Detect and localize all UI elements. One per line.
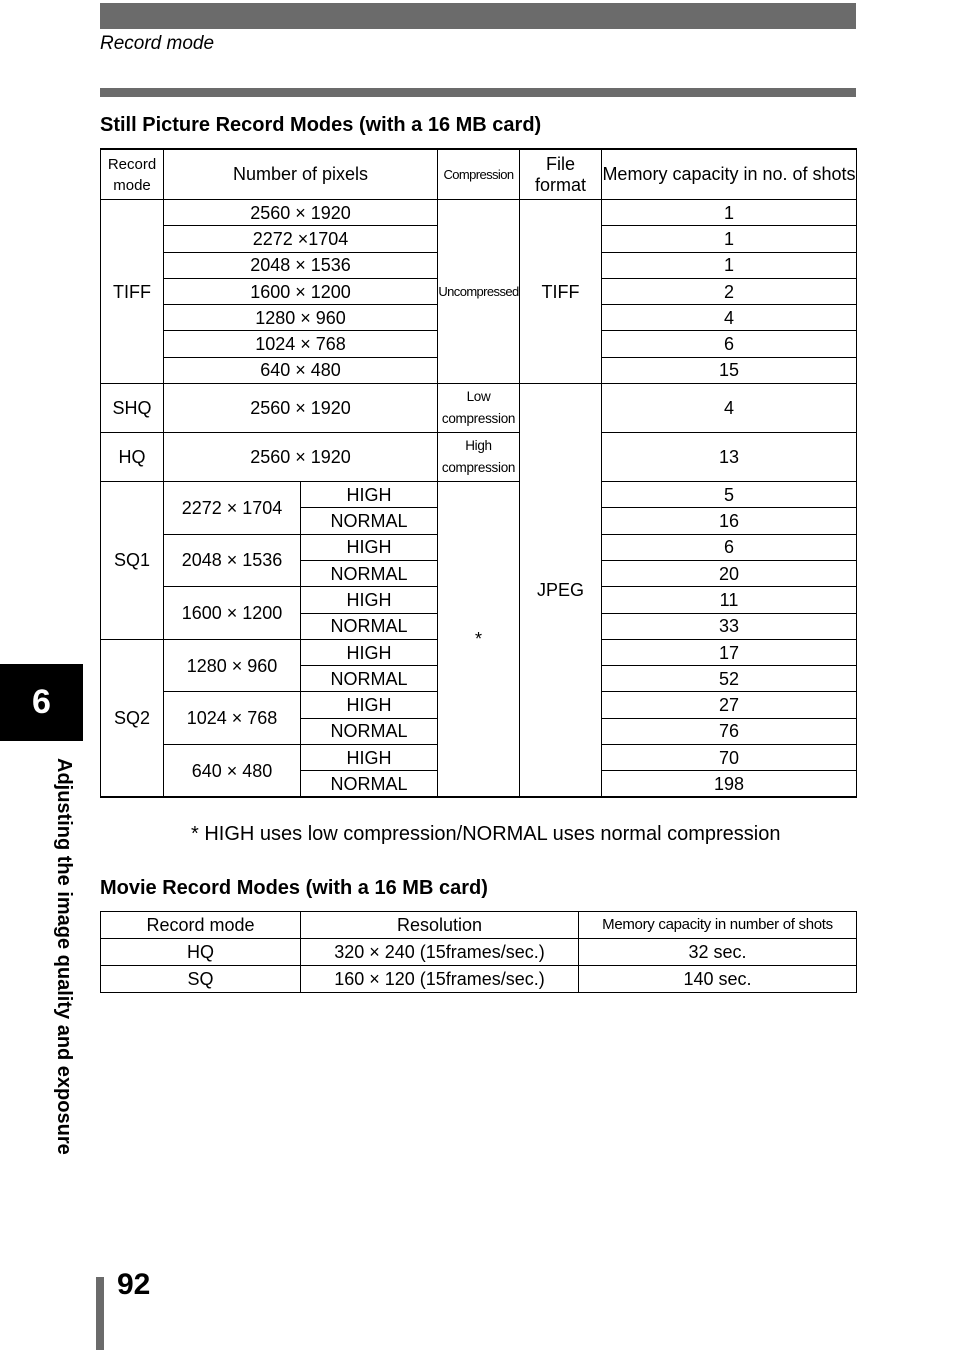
shots-cell: 52 xyxy=(602,666,857,692)
pixels-cell: 2560 × 1920 xyxy=(164,384,438,433)
section-label: Record mode xyxy=(100,33,215,54)
mode-sq1: SQ1 xyxy=(101,482,164,640)
header-resolution: Resolution xyxy=(301,912,579,939)
capacity-cell: 32 sec. xyxy=(579,939,857,966)
quality-cell: HIGH xyxy=(301,745,438,771)
page-number: 92 xyxy=(117,1268,151,1301)
page-number-bar xyxy=(96,1277,104,1350)
shots-cell: 5 xyxy=(602,482,857,508)
shots-cell: 198 xyxy=(602,771,857,797)
still-modes-table xyxy=(100,148,857,798)
pixels-cell: 2560 × 1920 xyxy=(164,200,438,226)
header-bar xyxy=(100,3,856,29)
compression-uncompressed: Uncompressed xyxy=(438,200,520,384)
pixels-cell: 1600 × 1200 xyxy=(164,587,301,640)
shots-cell: 27 xyxy=(602,692,857,718)
format-tiff: TIFF xyxy=(520,200,602,384)
mode-cell: SQ xyxy=(101,966,301,993)
header-record-mode: Record mode xyxy=(101,912,301,939)
table-row xyxy=(101,433,857,482)
quality-cell: NORMAL xyxy=(301,718,438,744)
quality-cell: NORMAL xyxy=(301,508,438,534)
chapter-tab: 6 xyxy=(0,664,83,741)
header-rule xyxy=(100,88,856,97)
pixels-cell: 2048 × 1536 xyxy=(164,252,438,278)
header-memory: Memory capacity in no. of shots xyxy=(602,149,857,200)
pixels-cell: 1280 × 960 xyxy=(164,305,438,331)
shots-cell: 33 xyxy=(602,613,857,639)
shots-cell: 2 xyxy=(602,278,857,304)
compression-high: High compression xyxy=(438,433,520,482)
format-jpeg: JPEG xyxy=(520,384,602,798)
mode-cell: HQ xyxy=(101,939,301,966)
mode-shq: SHQ xyxy=(101,384,164,433)
pixels-cell: 640 × 480 xyxy=(164,745,301,798)
table-row xyxy=(101,966,857,993)
shots-cell: 4 xyxy=(602,384,857,433)
shots-cell: 1 xyxy=(602,252,857,278)
header-record-mode: Record mode xyxy=(101,149,164,200)
pixels-cell: 1024 × 768 xyxy=(164,692,301,745)
table-row xyxy=(101,482,857,508)
still-modes-title: Still Picture Record Modes (with a 16 MB card) xyxy=(100,114,542,136)
mode-hq: HQ xyxy=(101,433,164,482)
quality-cell: NORMAL xyxy=(301,560,438,586)
header-memory: Memory capacity in number of shots xyxy=(579,912,857,939)
quality-cell: HIGH xyxy=(301,482,438,508)
table-row xyxy=(101,200,857,226)
shots-cell: 6 xyxy=(602,331,857,357)
pixels-cell: 2272 ×1704 xyxy=(164,226,438,252)
pixels-cell: 2560 × 1920 xyxy=(164,433,438,482)
shots-cell: 11 xyxy=(602,587,857,613)
quality-cell: HIGH xyxy=(301,639,438,665)
shots-cell: 1 xyxy=(602,226,857,252)
shots-cell: 70 xyxy=(602,745,857,771)
quality-cell: HIGH xyxy=(301,692,438,718)
header-file-format: File format xyxy=(520,149,602,200)
capacity-cell: 140 sec. xyxy=(579,966,857,993)
movie-modes-title: Movie Record Modes (with a 16 MB card) xyxy=(100,877,488,899)
shots-cell: 16 xyxy=(602,508,857,534)
mode-tiff: TIFF xyxy=(101,200,164,384)
table-header-row xyxy=(101,149,857,200)
resolution-cell: 320 × 240 (15frames/sec.) xyxy=(301,939,579,966)
table-row xyxy=(101,939,857,966)
shots-cell: 20 xyxy=(602,560,857,586)
pixels-cell: 2272 × 1704 xyxy=(164,482,301,535)
quality-cell: NORMAL xyxy=(301,771,438,797)
quality-cell: NORMAL xyxy=(301,613,438,639)
compression-low: Low compression xyxy=(438,384,520,433)
shots-cell: 17 xyxy=(602,639,857,665)
resolution-cell: 160 × 120 (15frames/sec.) xyxy=(301,966,579,993)
shots-cell: 15 xyxy=(602,357,857,383)
shots-cell: 13 xyxy=(602,433,857,482)
compression-footnote-mark: * xyxy=(438,482,520,798)
quality-cell: NORMAL xyxy=(301,666,438,692)
table-row xyxy=(101,384,857,433)
header-pixels: Number of pixels xyxy=(164,149,438,200)
pixels-cell: 1600 × 1200 xyxy=(164,278,438,304)
shots-cell: 6 xyxy=(602,534,857,560)
pixels-cell: 1280 × 960 xyxy=(164,639,301,692)
quality-cell: HIGH xyxy=(301,534,438,560)
compression-footnote: * HIGH uses low compression/NORMAL uses normal compression xyxy=(191,823,781,845)
pixels-cell: 640 × 480 xyxy=(164,357,438,383)
chapter-title-vertical: Adjusting the image quality and exposure xyxy=(53,758,75,1155)
shots-cell: 4 xyxy=(602,305,857,331)
shots-cell: 1 xyxy=(602,200,857,226)
pixels-cell: 2048 × 1536 xyxy=(164,534,301,587)
header-compression: Compression xyxy=(438,149,520,200)
table-header-row xyxy=(101,912,857,939)
pixels-cell: 1024 × 768 xyxy=(164,331,438,357)
quality-cell: HIGH xyxy=(301,587,438,613)
movie-modes-table xyxy=(100,911,857,993)
mode-sq2: SQ2 xyxy=(101,639,164,797)
shots-cell: 76 xyxy=(602,718,857,744)
